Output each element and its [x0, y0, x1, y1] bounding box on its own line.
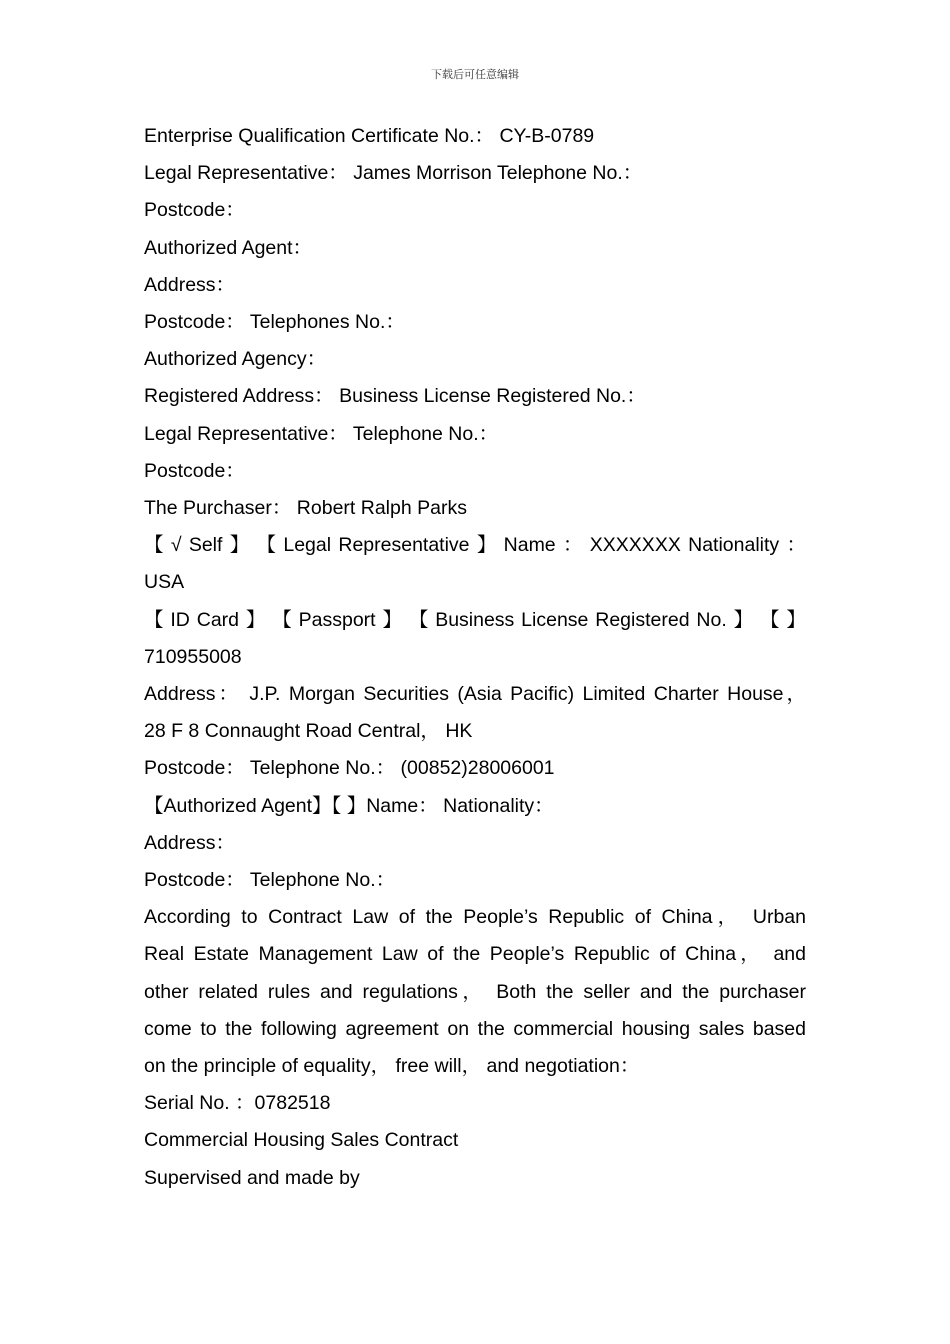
agency-postcode-line: Postcode： — [144, 459, 245, 482]
serial-number-line: Serial No. ：0782518 — [144, 1092, 331, 1115]
option-self: Self — [188, 534, 223, 557]
id-number: 710955008 — [144, 645, 242, 668]
option-id: ID — [170, 608, 190, 631]
colon: ： — [786, 534, 806, 557]
purchaser-line: The Purchaser： Robert Ralph Parks — [144, 497, 467, 520]
check-mark-icon: √ — [170, 534, 182, 557]
option-passport: Passport — [298, 608, 376, 631]
postcode-telephones-line: Postcode： Telephones No.： — [144, 311, 405, 334]
registered-address-line: Registered Address： Business License Registered No.： — [144, 385, 646, 408]
option-card: Card — [196, 608, 240, 631]
option-license: License — [521, 608, 589, 631]
legal-representative-line: Legal Representative： James Morrison Telephone No.： — [144, 162, 643, 185]
id-type-row — [144, 602, 806, 639]
option-representative: Representative — [338, 534, 470, 557]
bracket-close: 】 — [786, 608, 806, 631]
option-no: No. — [696, 608, 727, 631]
purchaser-address-line1: Address： J.P. Morgan Securities (Asia Pacific) Limited Charter House， — [144, 683, 806, 706]
agreement-line-1: According to Contract Law of the People’s Republic of China， Urban — [144, 906, 806, 929]
name-value: XXXXXXX — [589, 534, 681, 557]
bracket-close: 】 — [733, 608, 754, 631]
option-business: Business — [435, 608, 515, 631]
bracket-close: 】 — [476, 534, 497, 557]
agent-contact-line: Postcode： Telephone No.： — [144, 869, 396, 892]
bracket-open: 【 — [272, 608, 292, 631]
bracket-close: 】 — [245, 608, 266, 631]
colon: ： — [562, 534, 583, 557]
contract-body — [144, 118, 806, 1197]
nationality-label: Nationality — [688, 534, 780, 557]
supervised-by-line: Supervised and made by — [144, 1166, 360, 1189]
agent-address-line: Address： — [144, 831, 236, 854]
bracket-open: 【 — [144, 534, 164, 557]
authorized-agent-row: 【Authorized Agent】【 】Name： Nationality： — [144, 794, 554, 817]
purchaser-type-row — [144, 527, 806, 564]
postcode-line: Postcode： — [144, 199, 245, 222]
bracket-open: 【 — [144, 608, 164, 631]
contract-title-line: Commercial Housing Sales Contract — [144, 1129, 459, 1152]
authorized-agency-line: Authorized Agency： — [144, 348, 327, 371]
authorized-agent-line: Authorized Agent： — [144, 236, 313, 259]
agreement-line-2: Real Estate Management Law of the People’s Republic of China， and — [144, 943, 806, 966]
name-label: Name — [503, 534, 556, 557]
bracket-open: 【 — [760, 608, 780, 631]
agreement-line-3: other related rules and regulations， Both the seller and the purchaser — [144, 980, 806, 1003]
bracket-close: 】 — [229, 534, 250, 557]
option-legal: Legal — [283, 534, 332, 557]
bracket-close: 】 — [382, 608, 402, 631]
address-line: Address： — [144, 273, 236, 296]
nationality-value: USA — [144, 571, 185, 594]
option-registered: Registered — [595, 608, 690, 631]
header-note: 下载后可任意编辑 — [431, 68, 519, 81]
agreement-line-5: on the principle of equality， free will， and negotiation： — [144, 1055, 640, 1078]
purchaser-address-line2: 28 F 8 Connaught Road Central， HK — [144, 720, 473, 743]
agreement-line-4: come to the following agreement on the commercial housing sales based — [144, 1017, 806, 1040]
bracket-open: 【 — [408, 608, 429, 631]
agency-legal-representative-line: Legal Representative： Telephone No.： — [144, 422, 499, 445]
bracket-open: 【 — [256, 534, 277, 557]
enterprise-certificate-line: Enterprise Qualification Certificate No.： CY-B-0789 — [144, 125, 595, 147]
purchaser-contact-line: Postcode： Telephone No.： (00852)28006001 — [144, 757, 555, 780]
